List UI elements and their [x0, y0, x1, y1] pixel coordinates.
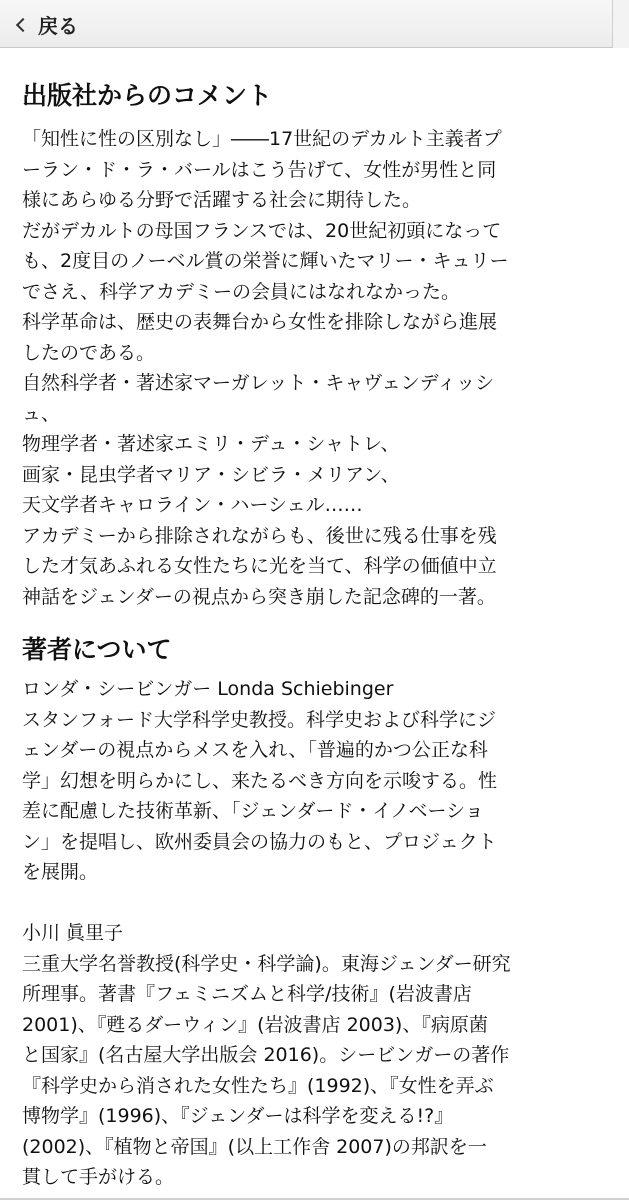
- publisher-comment-heading: 出版社からのコメント: [22, 81, 273, 110]
- text-line: だがデカルトの母国フランスでは、20世紀初頭になって: [22, 219, 502, 242]
- text-line: 『科学史から消された女性たち』(1992)、『女性を弄ぶ: [22, 1074, 494, 1097]
- author-1-bio: [22, 674, 610, 888]
- text-line: ェンダーの視点からメスを入れ、「普遍的かつ公正な科: [22, 739, 488, 761]
- chevron-left-icon: [16, 17, 30, 31]
- publisher-comment-text: [22, 124, 610, 612]
- text-line: 「知性に性の区別なし」――17世紀のデカルト主義者プ: [22, 128, 502, 150]
- text-line: 神話をジェンダーの視点から突き崩した記念碑的一著。: [22, 585, 496, 608]
- text-line: スタンフォード大学科学史教授。科学史および科学にジ: [22, 708, 497, 731]
- text-line: でさえ、科学アカデミーの会員にはなれなかった。: [22, 280, 460, 303]
- text-line: ュ、: [22, 402, 61, 425]
- author-2-bio: [22, 918, 610, 1193]
- author-name: 小川 眞里子: [22, 922, 124, 944]
- back-button[interactable]: [18, 9, 78, 39]
- text-line: 貫して手がける。: [22, 1166, 175, 1188]
- text-line: 所理事。著書『フェミニズムと科学/技術』(岩波書店: [22, 983, 472, 1005]
- content-area: [22, 78, 610, 1193]
- text-line: 博物学』(1996)、『ジェンダーは科学を変える!?』: [22, 1105, 454, 1127]
- text-line: 2001)、『甦るダーウィン』(岩波書店 2003)、『病原菌: [22, 1013, 488, 1036]
- text-line: ン」を提唱し、欧州委員会の協力のもと、プロジェクト: [22, 830, 497, 853]
- text-line: を展開。: [22, 861, 99, 883]
- text-line: 学」幻想を明らかにし、来たるべき方向を示唆する。性: [22, 769, 498, 792]
- about-author-heading: 著者について: [22, 635, 172, 664]
- text-line: (2002)、『植物と帝国』(以上工作舎 2007)の邦訳を一: [22, 1135, 487, 1158]
- text-line: ーラン・ド・ラ・バールはこう告げて、女性が男性と同: [22, 158, 497, 181]
- back-label: 戻る: [38, 13, 78, 38]
- text-line: したのである。: [22, 341, 156, 364]
- text-line: と国家』(名古屋大学出版会 2016)。シービンガーの著作: [22, 1044, 510, 1066]
- text-line: アカデミーから排除されながらも、後世に残る仕事を残: [22, 524, 497, 547]
- text-line: 科学革命は、歴史の表舞台から女性を排除しながら進展: [22, 311, 498, 333]
- author-name: ロンダ・シービンガー Londa Schiebinger: [22, 678, 394, 700]
- navbar-edge: [612, 0, 629, 48]
- text-line: 自然科学者・著述家マーガレット・キャヴェンディッシ: [22, 372, 495, 394]
- text-line: も、2度目のノーベル賞の栄誉に輝いたマリー・キュリー: [22, 250, 509, 272]
- text-line: 天文学者キャロライン・ハーシェル……: [22, 494, 363, 516]
- navigation-bar: [0, 0, 629, 48]
- text-line: 画家・昆虫学者マリア・シビラ・メリアン、: [22, 463, 400, 486]
- text-line: 三重大学名誉教授(科学史・科学論)。東海ジェンダー研究: [22, 952, 511, 975]
- text-line: 差に配慮した技術革新、「ジェンダード・イノベーショ: [22, 800, 484, 822]
- text-line: 物理学者・著述家エミリ・デュ・シャトレ、: [22, 433, 400, 455]
- text-line: 様にあらゆる分野で活躍する社会に期待した。: [22, 189, 422, 211]
- text-line: した才気あふれる女性たちに光を当て、科学の価値中立: [22, 555, 497, 577]
